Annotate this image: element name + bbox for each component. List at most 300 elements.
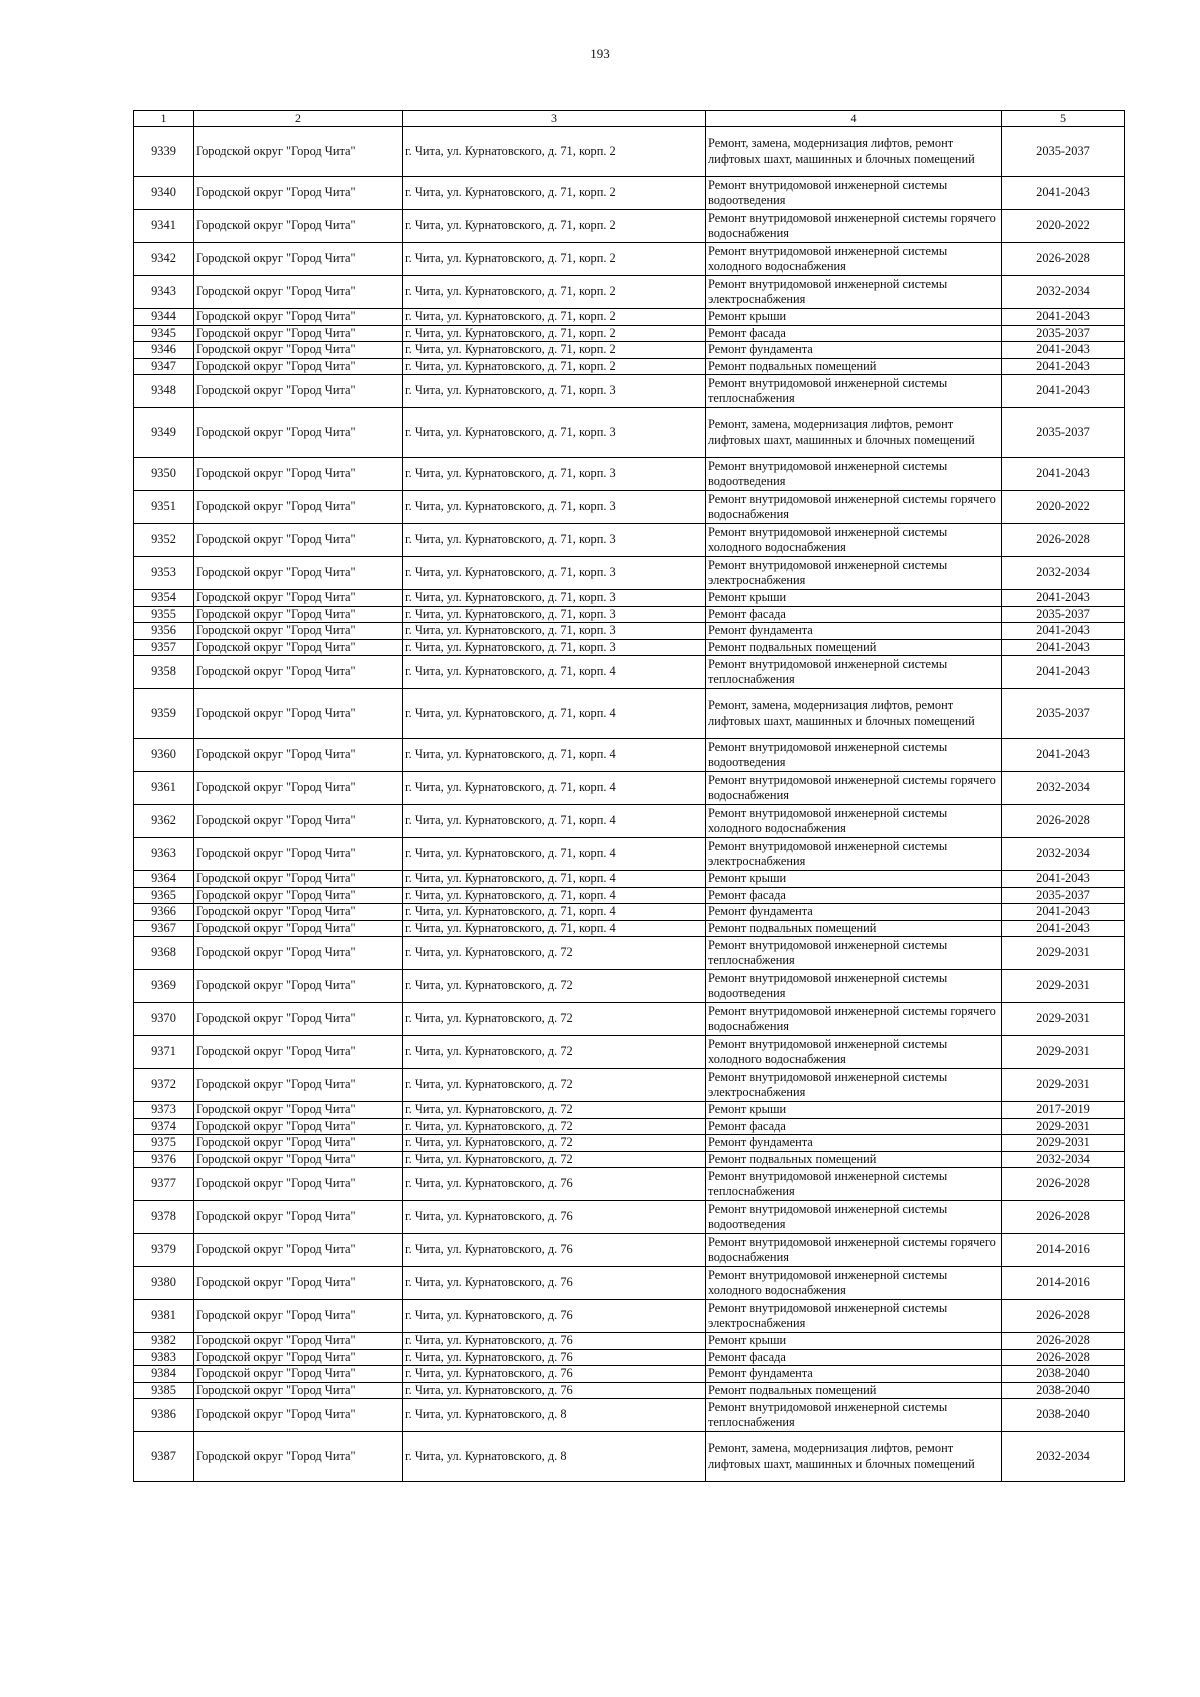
- address-cell: г. Чита, ул. Курнатовского, д. 71, корп. 2: [403, 276, 706, 309]
- period-cell: 2041-2043: [1002, 904, 1125, 921]
- row-number: 9375: [134, 1135, 194, 1152]
- period-cell: 2026-2028: [1002, 1300, 1125, 1333]
- table-row: [134, 623, 1125, 640]
- work-type-cell: Ремонт внутридомовой инженерной системы электроснабжения: [706, 1069, 1002, 1102]
- table-row: [134, 408, 1125, 458]
- municipality-cell: Городской округ "Город Чита": [194, 920, 403, 937]
- work-type-cell: Ремонт внутридомовой инженерной системы холодного водоснабжения: [706, 805, 1002, 838]
- work-type-cell: Ремонт, замена, модернизация лифтов, ремонт лифтовых шахт, машинных и блочных помещений: [706, 127, 1002, 177]
- address-cell: г. Чита, ул. Курнатовского, д. 71, корп. 4: [403, 920, 706, 937]
- period-cell: 2026-2028: [1002, 1201, 1125, 1234]
- address-cell: г. Чита, ул. Курнатовского, д. 72: [403, 970, 706, 1003]
- municipality-cell: Городской округ "Город Чита": [194, 1300, 403, 1333]
- municipality-cell: Городской округ "Город Чита": [194, 656, 403, 689]
- municipality-cell: Городской округ "Город Чита": [194, 1135, 403, 1152]
- work-type-cell: Ремонт крыши: [706, 1333, 1002, 1350]
- column-number-row: [134, 111, 1125, 127]
- work-type-cell: Ремонт внутридомовой инженерной системы горячего водоснабжения: [706, 772, 1002, 805]
- period-cell: 2038-2040: [1002, 1366, 1125, 1383]
- table-row: [134, 458, 1125, 491]
- table-row: [134, 656, 1125, 689]
- address-cell: г. Чита, ул. Курнатовского, д. 71, корп. 3: [403, 639, 706, 656]
- work-type-cell: Ремонт крыши: [706, 1102, 1002, 1119]
- work-type-cell: Ремонт внутридомовой инженерной системы электроснабжения: [706, 557, 1002, 590]
- table-row: [134, 904, 1125, 921]
- address-cell: г. Чита, ул. Курнатовского, д. 71, корп. 4: [403, 656, 706, 689]
- municipality-cell: Городской округ "Город Чита": [194, 524, 403, 557]
- table-row: [134, 639, 1125, 656]
- municipality-cell: Городской округ "Город Чита": [194, 342, 403, 359]
- address-cell: г. Чита, ул. Курнатовского, д. 71, корп. 2: [403, 243, 706, 276]
- address-cell: г. Чита, ул. Курнатовского, д. 71, корп. 2: [403, 309, 706, 326]
- row-number: 9371: [134, 1036, 194, 1069]
- table-row: [134, 375, 1125, 408]
- address-cell: г. Чита, ул. Курнатовского, д. 76: [403, 1382, 706, 1399]
- work-type-cell: Ремонт внутридомовой инженерной системы горячего водоснабжения: [706, 1234, 1002, 1267]
- period-cell: 2014-2016: [1002, 1234, 1125, 1267]
- municipality-cell: Городской округ "Город Чита": [194, 838, 403, 871]
- table-row: [134, 838, 1125, 871]
- table-row: [134, 937, 1125, 970]
- table-row: [134, 1267, 1125, 1300]
- municipality-cell: Городской округ "Город Чита": [194, 805, 403, 838]
- address-cell: г. Чита, ул. Курнатовского, д. 71, корп. 4: [403, 772, 706, 805]
- period-cell: 2026-2028: [1002, 524, 1125, 557]
- address-cell: г. Чита, ул. Курнатовского, д. 76: [403, 1168, 706, 1201]
- period-cell: 2029-2031: [1002, 1118, 1125, 1135]
- address-cell: г. Чита, ул. Курнатовского, д. 71, корп. 3: [403, 606, 706, 623]
- address-cell: г. Чита, ул. Курнатовского, д. 71, корп. 4: [403, 838, 706, 871]
- address-cell: г. Чита, ул. Курнатовского, д. 72: [403, 1069, 706, 1102]
- row-number: 9370: [134, 1003, 194, 1036]
- column-header: 4: [706, 111, 1002, 127]
- address-cell: г. Чита, ул. Курнатовского, д. 71, корп. 2: [403, 127, 706, 177]
- row-number: 9383: [134, 1349, 194, 1366]
- work-type-cell: Ремонт подвальных помещений: [706, 920, 1002, 937]
- address-cell: г. Чита, ул. Курнатовского, д. 76: [403, 1349, 706, 1366]
- row-number: 9355: [134, 606, 194, 623]
- work-type-cell: Ремонт внутридомовой инженерной системы водоотведения: [706, 177, 1002, 210]
- period-cell: 2032-2034: [1002, 772, 1125, 805]
- period-cell: 2035-2037: [1002, 408, 1125, 458]
- row-number: 9368: [134, 937, 194, 970]
- row-number: 9352: [134, 524, 194, 557]
- address-cell: г. Чита, ул. Курнатовского, д. 71, корп. 2: [403, 358, 706, 375]
- period-cell: 2026-2028: [1002, 1349, 1125, 1366]
- address-cell: г. Чита, ул. Курнатовского, д. 72: [403, 1118, 706, 1135]
- address-cell: г. Чита, ул. Курнатовского, д. 71, корп. 3: [403, 623, 706, 640]
- municipality-cell: Городской округ "Город Чита": [194, 276, 403, 309]
- period-cell: 2035-2037: [1002, 325, 1125, 342]
- table-row: [134, 1135, 1125, 1152]
- column-header: 2: [194, 111, 403, 127]
- municipality-cell: Городской округ "Город Чита": [194, 1102, 403, 1119]
- table-row: [134, 871, 1125, 888]
- address-cell: г. Чита, ул. Курнатовского, д. 71, корп. 3: [403, 524, 706, 557]
- table-row: [134, 243, 1125, 276]
- municipality-cell: Городской округ "Город Чита": [194, 358, 403, 375]
- work-type-cell: Ремонт внутридомовой инженерной системы горячего водоснабжения: [706, 491, 1002, 524]
- row-number: 9360: [134, 739, 194, 772]
- work-type-cell: Ремонт, замена, модернизация лифтов, ремонт лифтовых шахт, машинных и блочных помещений: [706, 408, 1002, 458]
- municipality-cell: Городской округ "Город Чита": [194, 491, 403, 524]
- work-type-cell: Ремонт внутридомовой инженерной системы электроснабжения: [706, 1300, 1002, 1333]
- work-type-cell: Ремонт внутридомовой инженерной системы теплоснабжения: [706, 1168, 1002, 1201]
- municipality-cell: Городской округ "Город Чита": [194, 689, 403, 739]
- period-cell: 2032-2034: [1002, 557, 1125, 590]
- work-type-cell: Ремонт внутридомовой инженерной системы теплоснабжения: [706, 375, 1002, 408]
- row-number: 9351: [134, 491, 194, 524]
- municipality-cell: Городской округ "Город Чита": [194, 1151, 403, 1168]
- period-cell: 2041-2043: [1002, 590, 1125, 607]
- address-cell: г. Чита, ул. Курнатовского, д. 76: [403, 1267, 706, 1300]
- municipality-cell: Городской округ "Город Чита": [194, 1432, 403, 1482]
- work-type-cell: Ремонт внутридомовой инженерной системы водоотведения: [706, 458, 1002, 491]
- address-cell: г. Чита, ул. Курнатовского, д. 71, корп. 3: [403, 375, 706, 408]
- table-row: [134, 127, 1125, 177]
- period-cell: 2026-2028: [1002, 1333, 1125, 1350]
- period-cell: 2041-2043: [1002, 458, 1125, 491]
- table-row: [134, 1432, 1125, 1482]
- row-number: 9367: [134, 920, 194, 937]
- work-type-cell: Ремонт внутридомовой инженерной системы холодного водоснабжения: [706, 524, 1002, 557]
- table-row: [134, 1399, 1125, 1432]
- municipality-cell: Городской округ "Город Чита": [194, 937, 403, 970]
- address-cell: г. Чита, ул. Курнатовского, д. 8: [403, 1432, 706, 1482]
- address-cell: г. Чита, ул. Курнатовского, д. 71, корп. 3: [403, 491, 706, 524]
- row-number: 9373: [134, 1102, 194, 1119]
- table-row: [134, 1366, 1125, 1383]
- row-number: 9356: [134, 623, 194, 640]
- work-type-cell: Ремонт подвальных помещений: [706, 358, 1002, 375]
- period-cell: 2041-2043: [1002, 920, 1125, 937]
- row-number: 9362: [134, 805, 194, 838]
- municipality-cell: Городской округ "Город Чита": [194, 325, 403, 342]
- row-number: 9350: [134, 458, 194, 491]
- row-number: 9384: [134, 1366, 194, 1383]
- period-cell: 2026-2028: [1002, 243, 1125, 276]
- row-number: 9344: [134, 309, 194, 326]
- address-cell: г. Чита, ул. Курнатовского, д. 76: [403, 1201, 706, 1234]
- work-type-cell: Ремонт, замена, модернизация лифтов, ремонт лифтовых шахт, машинных и блочных помещений: [706, 689, 1002, 739]
- period-cell: 2041-2043: [1002, 309, 1125, 326]
- work-type-cell: Ремонт внутридомовой инженерной системы горячего водоснабжения: [706, 1003, 1002, 1036]
- row-number: 9342: [134, 243, 194, 276]
- row-number: 9346: [134, 342, 194, 359]
- address-cell: г. Чита, ул. Курнатовского, д. 72: [403, 1135, 706, 1152]
- work-type-cell: Ремонт фасада: [706, 1349, 1002, 1366]
- row-number: 9377: [134, 1168, 194, 1201]
- table-row: [134, 772, 1125, 805]
- table-row: [134, 1234, 1125, 1267]
- municipality-cell: Городской округ "Город Чита": [194, 243, 403, 276]
- work-type-cell: Ремонт крыши: [706, 309, 1002, 326]
- municipality-cell: Городской округ "Город Чита": [194, 1267, 403, 1300]
- address-cell: г. Чита, ул. Курнатовского, д. 72: [403, 937, 706, 970]
- table-row: [134, 358, 1125, 375]
- municipality-cell: Городской округ "Город Чита": [194, 739, 403, 772]
- row-number: 9382: [134, 1333, 194, 1350]
- row-number: 9361: [134, 772, 194, 805]
- row-number: 9348: [134, 375, 194, 408]
- work-type-cell: Ремонт внутридомовой инженерной системы теплоснабжения: [706, 656, 1002, 689]
- row-number: 9379: [134, 1234, 194, 1267]
- work-type-cell: Ремонт фундамента: [706, 1366, 1002, 1383]
- address-cell: г. Чита, ул. Курнатовского, д. 71, корп. 3: [403, 590, 706, 607]
- table-row: [134, 342, 1125, 359]
- row-number: 9347: [134, 358, 194, 375]
- table-row: [134, 1349, 1125, 1366]
- row-number: 9378: [134, 1201, 194, 1234]
- municipality-cell: Городской округ "Город Чита": [194, 210, 403, 243]
- address-cell: г. Чита, ул. Курнатовского, д. 72: [403, 1036, 706, 1069]
- municipality-cell: Городской округ "Город Чита": [194, 904, 403, 921]
- row-number: 9340: [134, 177, 194, 210]
- work-type-cell: Ремонт внутридомовой инженерной системы холодного водоснабжения: [706, 243, 1002, 276]
- work-type-cell: Ремонт подвальных помещений: [706, 639, 1002, 656]
- municipality-cell: Городской округ "Город Чита": [194, 1003, 403, 1036]
- row-number: 9341: [134, 210, 194, 243]
- work-type-cell: Ремонт внутридомовой инженерной системы горячего водоснабжения: [706, 210, 1002, 243]
- address-cell: г. Чита, ул. Курнатовского, д. 71, корп. 2: [403, 342, 706, 359]
- row-number: 9349: [134, 408, 194, 458]
- row-number: 9343: [134, 276, 194, 309]
- row-number: 9364: [134, 871, 194, 888]
- row-number: 9381: [134, 1300, 194, 1333]
- table-body: [134, 127, 1125, 1482]
- work-type-cell: Ремонт фундамента: [706, 623, 1002, 640]
- period-cell: 2029-2031: [1002, 1003, 1125, 1036]
- municipality-cell: Городской округ "Город Чита": [194, 1333, 403, 1350]
- address-cell: г. Чита, ул. Курнатовского, д. 71, корп. 3: [403, 408, 706, 458]
- municipality-cell: Городской округ "Город Чита": [194, 127, 403, 177]
- work-type-cell: Ремонт крыши: [706, 871, 1002, 888]
- row-number: 9345: [134, 325, 194, 342]
- address-cell: г. Чита, ул. Курнатовского, д. 71, корп. 2: [403, 177, 706, 210]
- address-cell: г. Чита, ул. Курнатовского, д. 71, корп. 4: [403, 689, 706, 739]
- row-number: 9354: [134, 590, 194, 607]
- work-type-cell: Ремонт крыши: [706, 590, 1002, 607]
- work-type-cell: Ремонт фасада: [706, 1118, 1002, 1135]
- row-number: 9387: [134, 1432, 194, 1482]
- period-cell: 2041-2043: [1002, 623, 1125, 640]
- table-row: [134, 970, 1125, 1003]
- municipality-cell: Городской округ "Город Чита": [194, 871, 403, 888]
- table-row: [134, 325, 1125, 342]
- period-cell: 2026-2028: [1002, 805, 1125, 838]
- table-row: [134, 491, 1125, 524]
- municipality-cell: Городской округ "Город Чита": [194, 887, 403, 904]
- period-cell: 2020-2022: [1002, 491, 1125, 524]
- address-cell: г. Чита, ул. Курнатовского, д. 71, корп. 4: [403, 805, 706, 838]
- address-cell: г. Чита, ул. Курнатовского, д. 72: [403, 1003, 706, 1036]
- period-cell: 2041-2043: [1002, 358, 1125, 375]
- period-cell: 2041-2043: [1002, 177, 1125, 210]
- period-cell: 2038-2040: [1002, 1399, 1125, 1432]
- period-cell: 2014-2016: [1002, 1267, 1125, 1300]
- work-type-cell: Ремонт внутридомовой инженерной системы водоотведения: [706, 739, 1002, 772]
- table-row: [134, 177, 1125, 210]
- table-row: [134, 1333, 1125, 1350]
- repair-schedule-table: [133, 110, 1125, 1482]
- municipality-cell: Городской округ "Город Чита": [194, 639, 403, 656]
- row-number: 9363: [134, 838, 194, 871]
- table-row: [134, 1003, 1125, 1036]
- table-row: [134, 1118, 1125, 1135]
- table-row: [134, 920, 1125, 937]
- row-number: 9385: [134, 1382, 194, 1399]
- municipality-cell: Городской округ "Город Чита": [194, 1168, 403, 1201]
- period-cell: 2038-2040: [1002, 1382, 1125, 1399]
- work-type-cell: Ремонт внутридомовой инженерной системы электроснабжения: [706, 276, 1002, 309]
- municipality-cell: Городской округ "Город Чита": [194, 606, 403, 623]
- address-cell: г. Чита, ул. Курнатовского, д. 71, корп. 2: [403, 325, 706, 342]
- row-number: 9374: [134, 1118, 194, 1135]
- municipality-cell: Городской округ "Город Чита": [194, 375, 403, 408]
- period-cell: 2020-2022: [1002, 210, 1125, 243]
- work-type-cell: Ремонт внутридомовой инженерной системы водоотведения: [706, 1201, 1002, 1234]
- period-cell: 2029-2031: [1002, 937, 1125, 970]
- municipality-cell: Городской округ "Город Чита": [194, 1036, 403, 1069]
- period-cell: 2017-2019: [1002, 1102, 1125, 1119]
- work-type-cell: Ремонт, замена, модернизация лифтов, ремонт лифтовых шахт, машинных и блочных помещений: [706, 1432, 1002, 1482]
- period-cell: 2032-2034: [1002, 276, 1125, 309]
- work-type-cell: Ремонт внутридомовой инженерной системы холодного водоснабжения: [706, 1267, 1002, 1300]
- address-cell: г. Чита, ул. Курнатовского, д. 71, корп. 4: [403, 739, 706, 772]
- municipality-cell: Городской округ "Город Чита": [194, 1118, 403, 1135]
- work-type-cell: Ремонт внутридомовой инженерной системы электроснабжения: [706, 838, 1002, 871]
- row-number: 9372: [134, 1069, 194, 1102]
- period-cell: 2032-2034: [1002, 1151, 1125, 1168]
- page-number: 193: [590, 46, 610, 61]
- column-header: 5: [1002, 111, 1125, 127]
- period-cell: 2041-2043: [1002, 871, 1125, 888]
- municipality-cell: Городской округ "Город Чита": [194, 772, 403, 805]
- row-number: 9369: [134, 970, 194, 1003]
- table-row: [134, 590, 1125, 607]
- address-cell: г. Чита, ул. Курнатовского, д. 71, корп. 4: [403, 904, 706, 921]
- address-cell: г. Чита, ул. Курнатовского, д. 71, корп. 4: [403, 871, 706, 888]
- table-row: [134, 1069, 1125, 1102]
- period-cell: 2041-2043: [1002, 639, 1125, 656]
- work-type-cell: Ремонт фундамента: [706, 342, 1002, 359]
- table-row: [134, 276, 1125, 309]
- period-cell: 2026-2028: [1002, 1168, 1125, 1201]
- period-cell: 2035-2037: [1002, 606, 1125, 623]
- row-number: 9376: [134, 1151, 194, 1168]
- address-cell: г. Чита, ул. Курнатовского, д. 72: [403, 1102, 706, 1119]
- municipality-cell: Городской округ "Город Чита": [194, 1234, 403, 1267]
- work-type-cell: Ремонт фасада: [706, 606, 1002, 623]
- address-cell: г. Чита, ул. Курнатовского, д. 76: [403, 1234, 706, 1267]
- row-number: 9380: [134, 1267, 194, 1300]
- municipality-cell: Городской округ "Город Чита": [194, 557, 403, 590]
- work-type-cell: Ремонт внутридомовой инженерной системы теплоснабжения: [706, 937, 1002, 970]
- work-type-cell: Ремонт внутридомовой инженерной системы теплоснабжения: [706, 1399, 1002, 1432]
- work-type-cell: Ремонт фундамента: [706, 904, 1002, 921]
- period-cell: 2032-2034: [1002, 1432, 1125, 1482]
- period-cell: 2035-2037: [1002, 887, 1125, 904]
- period-cell: 2032-2034: [1002, 838, 1125, 871]
- table-row: [134, 689, 1125, 739]
- municipality-cell: Городской округ "Город Чита": [194, 1366, 403, 1383]
- period-cell: 2029-2031: [1002, 1135, 1125, 1152]
- municipality-cell: Городской округ "Город Чита": [194, 309, 403, 326]
- municipality-cell: Городской округ "Город Чита": [194, 1349, 403, 1366]
- table-row: [134, 887, 1125, 904]
- period-cell: 2041-2043: [1002, 656, 1125, 689]
- table-row: [134, 1168, 1125, 1201]
- column-header: 1: [134, 111, 194, 127]
- table-row: [134, 1201, 1125, 1234]
- column-header: 3: [403, 111, 706, 127]
- table-row: [134, 1382, 1125, 1399]
- period-cell: 2041-2043: [1002, 375, 1125, 408]
- row-number: 9353: [134, 557, 194, 590]
- address-cell: г. Чита, ул. Курнатовского, д. 76: [403, 1300, 706, 1333]
- municipality-cell: Городской округ "Город Чита": [194, 1201, 403, 1234]
- row-number: 9365: [134, 887, 194, 904]
- period-cell: 2029-2031: [1002, 1036, 1125, 1069]
- period-cell: 2029-2031: [1002, 970, 1125, 1003]
- row-number: 9358: [134, 656, 194, 689]
- period-cell: 2035-2037: [1002, 689, 1125, 739]
- period-cell: 2035-2037: [1002, 127, 1125, 177]
- address-cell: г. Чита, ул. Курнатовского, д. 71, корп. 3: [403, 458, 706, 491]
- address-cell: г. Чита, ул. Курнатовского, д. 72: [403, 1151, 706, 1168]
- address-cell: г. Чита, ул. Курнатовского, д. 76: [403, 1366, 706, 1383]
- row-number: 9359: [134, 689, 194, 739]
- row-number: 9357: [134, 639, 194, 656]
- table-row: [134, 524, 1125, 557]
- table-row: [134, 1300, 1125, 1333]
- row-number: 9386: [134, 1399, 194, 1432]
- work-type-cell: Ремонт подвальных помещений: [706, 1382, 1002, 1399]
- period-cell: 2041-2043: [1002, 342, 1125, 359]
- table-row: [134, 1151, 1125, 1168]
- table-row: [134, 210, 1125, 243]
- period-cell: 2029-2031: [1002, 1069, 1125, 1102]
- table-row: [134, 309, 1125, 326]
- municipality-cell: Городской округ "Город Чита": [194, 1382, 403, 1399]
- row-number: 9339: [134, 127, 194, 177]
- table-row: [134, 1102, 1125, 1119]
- address-cell: г. Чита, ул. Курнатовского, д. 71, корп. 4: [403, 887, 706, 904]
- municipality-cell: Городской округ "Город Чита": [194, 623, 403, 640]
- address-cell: г. Чита, ул. Курнатовского, д. 71, корп. 3: [403, 557, 706, 590]
- table-row: [134, 557, 1125, 590]
- address-cell: г. Чита, ул. Курнатовского, д. 8: [403, 1399, 706, 1432]
- municipality-cell: Городской округ "Город Чита": [194, 408, 403, 458]
- table-row: [134, 805, 1125, 838]
- work-type-cell: Ремонт фасада: [706, 887, 1002, 904]
- work-type-cell: Ремонт внутридомовой инженерной системы холодного водоснабжения: [706, 1036, 1002, 1069]
- municipality-cell: Городской округ "Город Чита": [194, 1069, 403, 1102]
- table-row: [134, 739, 1125, 772]
- municipality-cell: Городской округ "Город Чита": [194, 970, 403, 1003]
- period-cell: 2041-2043: [1002, 739, 1125, 772]
- work-type-cell: Ремонт внутридомовой инженерной системы водоотведения: [706, 970, 1002, 1003]
- municipality-cell: Городской округ "Город Чита": [194, 458, 403, 491]
- municipality-cell: Городской округ "Город Чита": [194, 177, 403, 210]
- row-number: 9366: [134, 904, 194, 921]
- address-cell: г. Чита, ул. Курнатовского, д. 76: [403, 1333, 706, 1350]
- table-row: [134, 606, 1125, 623]
- work-type-cell: Ремонт фундамента: [706, 1135, 1002, 1152]
- municipality-cell: Городской округ "Город Чита": [194, 1399, 403, 1432]
- work-type-cell: Ремонт фасада: [706, 325, 1002, 342]
- address-cell: г. Чита, ул. Курнатовского, д. 71, корп. 2: [403, 210, 706, 243]
